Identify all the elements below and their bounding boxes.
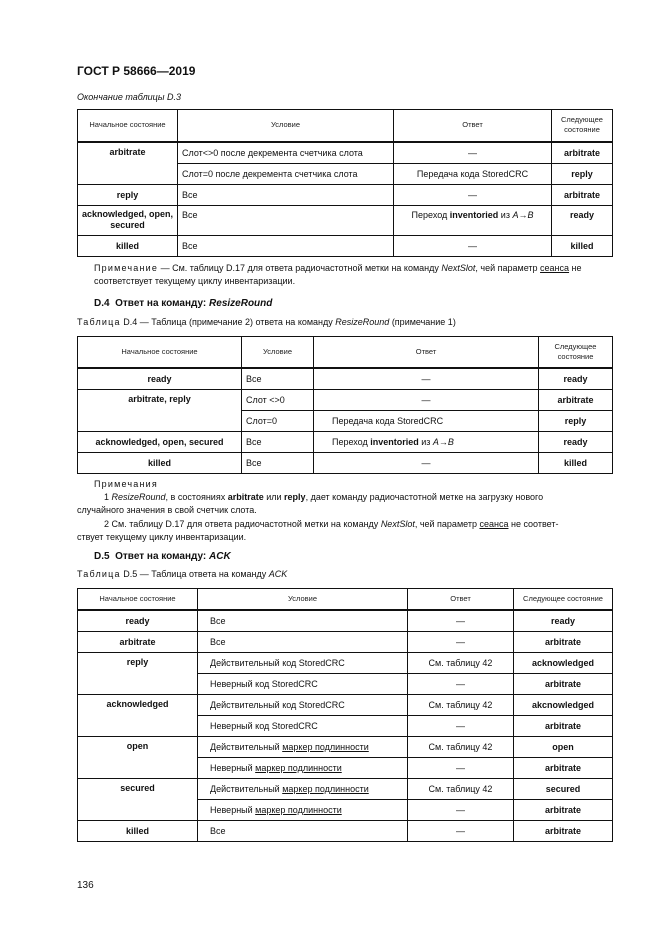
condition-cell: Слот=0 bbox=[242, 410, 314, 431]
state-cell: killed bbox=[78, 821, 198, 842]
response-cell: — bbox=[408, 758, 514, 779]
next-state-cell: reply bbox=[552, 163, 613, 184]
condition-cell: Действительный маркер подлинности bbox=[198, 779, 408, 800]
state-cell: arbitrate bbox=[78, 142, 178, 185]
next-state-cell: ready bbox=[539, 431, 613, 452]
response-cell: Переход inventoried из A→B bbox=[314, 431, 539, 452]
response-cell: — bbox=[408, 610, 514, 632]
condition-cell: Все bbox=[242, 431, 314, 452]
next-state-cell: reply bbox=[539, 410, 613, 431]
page-number: 136 bbox=[77, 880, 94, 891]
section-d5-heading: D.5 Ответ на команду: ACK bbox=[94, 551, 231, 562]
response-cell: — bbox=[314, 389, 539, 410]
table-header-cell: Следующее состояние bbox=[552, 110, 613, 142]
next-state-cell: secured bbox=[514, 779, 613, 800]
condition-cell: Неверный маркер подлинности bbox=[198, 800, 408, 821]
table-d4-caption: Таблица D.4 — Таблица (примечание 2) ответа на команду ResizeRound (примечание 1) bbox=[77, 317, 456, 327]
response-cell: — bbox=[408, 821, 514, 842]
table-header-cell: Условие bbox=[242, 337, 314, 368]
condition-cell: Все bbox=[242, 368, 314, 390]
next-state-cell: arbitrate bbox=[552, 184, 613, 205]
table-header-cell: Следующее состояние bbox=[514, 589, 613, 611]
table-header-cell: Начальное состояние bbox=[78, 589, 198, 611]
state-cell: arbitrate, reply bbox=[78, 389, 242, 431]
response-cell: — bbox=[408, 674, 514, 695]
response-cell: См. таблицу 42 bbox=[408, 737, 514, 758]
next-state-cell: arbitrate bbox=[552, 142, 613, 164]
response-cell: — bbox=[394, 184, 552, 205]
next-state-cell: arbitrate bbox=[514, 632, 613, 653]
response-cell: Переход inventoried из A→B bbox=[394, 205, 552, 235]
condition-cell: Неверный код StoredCRC bbox=[198, 674, 408, 695]
table-d4-note-2: 2 См. таблицу D.17 для ответа радиочастотной метки на команду NextSlot, чей параметр сеанса не соответ- ствует текущему циклу инвентаризации. bbox=[77, 519, 559, 542]
condition-cell: Слот<>0 после декремента счетчика слота bbox=[178, 142, 394, 164]
next-state-cell: arbitrate bbox=[514, 800, 613, 821]
next-state-cell: ready bbox=[539, 368, 613, 390]
state-cell: open bbox=[78, 737, 198, 779]
state-cell: acknowledged, open, secured bbox=[78, 431, 242, 452]
next-state-cell: akcnowledged bbox=[514, 695, 613, 716]
condition-cell: Все bbox=[178, 235, 394, 256]
next-state-cell: open bbox=[514, 737, 613, 758]
response-cell: См. таблицу 42 bbox=[408, 653, 514, 674]
state-cell: arbitrate bbox=[78, 632, 198, 653]
condition-cell: Все bbox=[242, 452, 314, 473]
condition-cell: Все bbox=[198, 610, 408, 632]
state-cell: killed bbox=[78, 235, 178, 256]
table-header-cell: Условие bbox=[198, 589, 408, 611]
condition-cell: Действительный код StoredCRC bbox=[198, 695, 408, 716]
next-state-cell: arbitrate bbox=[514, 821, 613, 842]
response-cell: — bbox=[394, 142, 552, 164]
response-cell: — bbox=[408, 716, 514, 737]
response-cell: — bbox=[408, 800, 514, 821]
document-header: ГОСТ Р 58666—2019 bbox=[77, 64, 196, 78]
response-cell: См. таблицу 42 bbox=[408, 695, 514, 716]
state-cell: acknowledged bbox=[78, 695, 198, 737]
table-d3-caption: Окончание таблицы D.3 bbox=[77, 92, 181, 102]
table-row bbox=[78, 184, 613, 205]
state-cell: ready bbox=[78, 610, 198, 632]
table-header-cell: Ответ bbox=[394, 110, 552, 142]
next-state-cell: arbitrate bbox=[539, 389, 613, 410]
table-row bbox=[78, 610, 613, 632]
table-d5 bbox=[77, 588, 613, 842]
table-row bbox=[78, 431, 613, 452]
condition-cell: Действительный код StoredCRC bbox=[198, 653, 408, 674]
table-row bbox=[78, 653, 613, 674]
table-header-cell: Следующее состояние bbox=[539, 337, 613, 368]
table-d3-note: Примечание — См. таблицу D.17 для ответа радиочастотной метки на команду NextSlot, чей параметр сеанса не соответствует текущему циклу инвентаризации. bbox=[94, 263, 582, 286]
next-state-cell: killed bbox=[552, 235, 613, 256]
table-header-cell: Начальное состояние bbox=[78, 110, 178, 142]
table-row bbox=[78, 205, 613, 235]
condition-cell: Действительный маркер подлинности bbox=[198, 737, 408, 758]
table-header-cell: Условие bbox=[178, 110, 394, 142]
table-row bbox=[78, 632, 613, 653]
state-cell: ready bbox=[78, 368, 242, 390]
condition-cell: Все bbox=[198, 632, 408, 653]
next-state-cell: acknowledged bbox=[514, 653, 613, 674]
table-header-cell: Начальное состояние bbox=[78, 337, 242, 368]
response-cell: Передача кода StoredCRC bbox=[394, 163, 552, 184]
condition-cell: Слот=0 после декремента счетчика слота bbox=[178, 163, 394, 184]
response-cell: — bbox=[314, 452, 539, 473]
table-row bbox=[78, 368, 613, 390]
state-cell: acknowledged, open, secured bbox=[78, 205, 178, 235]
table-row bbox=[78, 737, 613, 758]
condition-cell: Все bbox=[178, 205, 394, 235]
next-state-cell: ready bbox=[514, 610, 613, 632]
condition-cell: Все bbox=[178, 184, 394, 205]
table-row bbox=[78, 695, 613, 716]
table-d3 bbox=[77, 109, 613, 257]
table-row bbox=[78, 452, 613, 473]
table-header-cell: Ответ bbox=[408, 589, 514, 611]
condition-cell: Неверный маркер подлинности bbox=[198, 758, 408, 779]
section-d4-heading: D.4 Ответ на команду: ResizeRound bbox=[94, 298, 273, 309]
state-cell: reply bbox=[78, 184, 178, 205]
next-state-cell: arbitrate bbox=[514, 758, 613, 779]
next-state-cell: arbitrate bbox=[514, 674, 613, 695]
condition-cell: Все bbox=[198, 821, 408, 842]
table-d4 bbox=[77, 336, 613, 474]
table-d4-note-1: 1 ResizeRound, в состояниях arbitrate или reply, дает команду радиочастотной метке на загрузку нового случайного значения в свой счетчик слота. bbox=[77, 492, 544, 515]
table-row bbox=[78, 821, 613, 842]
table-header-cell: Ответ bbox=[314, 337, 539, 368]
next-state-cell: killed bbox=[539, 452, 613, 473]
table-d5-caption: Таблица D.5 — Таблица ответа на команду ACK bbox=[77, 569, 288, 579]
condition-cell: Неверный код StoredCRC bbox=[198, 716, 408, 737]
response-cell: — bbox=[394, 235, 552, 256]
response-cell: См. таблицу 42 bbox=[408, 779, 514, 800]
response-cell: Передача кода StoredCRC bbox=[314, 410, 539, 431]
table-d4-notes-label: Примечания bbox=[94, 479, 158, 489]
state-cell: killed bbox=[78, 452, 242, 473]
condition-cell: Слот <>0 bbox=[242, 389, 314, 410]
table-row bbox=[78, 235, 613, 256]
next-state-cell: arbitrate bbox=[514, 716, 613, 737]
table-row bbox=[78, 389, 613, 410]
response-cell: — bbox=[408, 632, 514, 653]
table-row bbox=[78, 779, 613, 800]
response-cell: — bbox=[314, 368, 539, 390]
table-row bbox=[78, 142, 613, 164]
state-cell: secured bbox=[78, 779, 198, 821]
next-state-cell: ready bbox=[552, 205, 613, 235]
state-cell: reply bbox=[78, 653, 198, 695]
